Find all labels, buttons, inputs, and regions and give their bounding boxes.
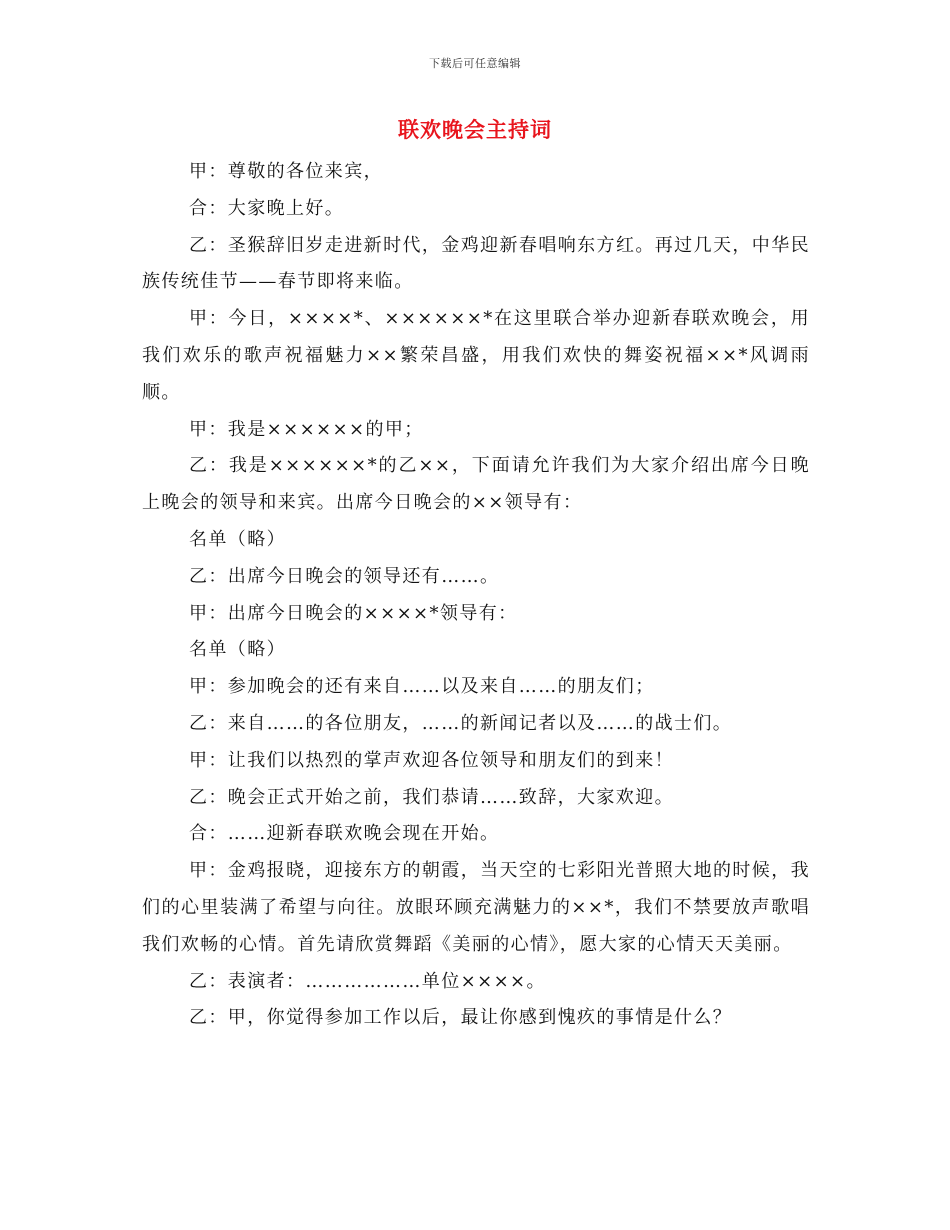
- paragraph: 合：……迎新春联欢晚会现在开始。: [189, 823, 500, 845]
- document-body: [142, 154, 810, 1037]
- paragraph: 乙：表演者：………………单位××××。: [189, 970, 546, 992]
- paragraph: 甲：金鸡报晓，迎接东方的朝霞，当天空的七彩阳光普照大地的时候，我们的心里装满了希望与向往。放眼环顾充满魅力的××*，我们不禁要放声歌唱我们欢畅的心情。首先请欣赏舞蹈《美丽的心情》，愿大家的心情天天美丽。: [142, 860, 810, 955]
- paragraph: 甲：我是××××××的甲；: [189, 418, 424, 440]
- document-title: 联欢晚会主持词: [398, 117, 552, 142]
- paragraph: 甲：今日，××××*、××××××*在这里联合举办迎新春联欢晚会，用我们欢乐的歌声祝福魅力××繁荣昌盛，用我们欢快的舞姿祝福××*风调雨顺。: [142, 308, 810, 403]
- paragraph: 乙：晚会正式开始之前，我们恭请……致辞，大家欢迎。: [189, 786, 674, 808]
- paragraph: 合：大家晚上好。: [189, 197, 345, 219]
- paragraph: 乙：出席今日晚会的领导还有……。: [189, 565, 500, 587]
- paragraph: 乙：来自……的各位朋友，……的新闻记者以及……的战士们。: [189, 712, 733, 734]
- paragraph: 名单（略）: [189, 528, 286, 550]
- paragraph: 甲：参加晚会的还有来自……以及来自……的朋友们；: [189, 676, 655, 698]
- paragraph: 乙：圣猴辞旧岁走进新时代，金鸡迎新春唱响东方红。再过几天，中华民族传统佳节——春节即将来临。: [142, 234, 810, 293]
- paragraph: 名单（略）: [189, 639, 286, 661]
- header-note: 下载后可任意编辑: [429, 57, 521, 70]
- paragraph: 甲：出席今日晚会的××××*领导有：: [189, 602, 518, 624]
- paragraph: 乙：我是××××××*的乙××，下面请允许我们为大家介绍出席今日晚上晚会的领导和来宾。出席今日晚会的××领导有：: [142, 455, 810, 514]
- paragraph: 甲：让我们以热烈的掌声欢迎各位领导和朋友们的到来！: [189, 749, 674, 771]
- paragraph: 甲：尊敬的各位来宾，: [189, 161, 383, 182]
- paragraph: 乙：甲，你觉得参加工作以后，最让你感到愧疚的事情是什么？: [189, 1007, 733, 1029]
